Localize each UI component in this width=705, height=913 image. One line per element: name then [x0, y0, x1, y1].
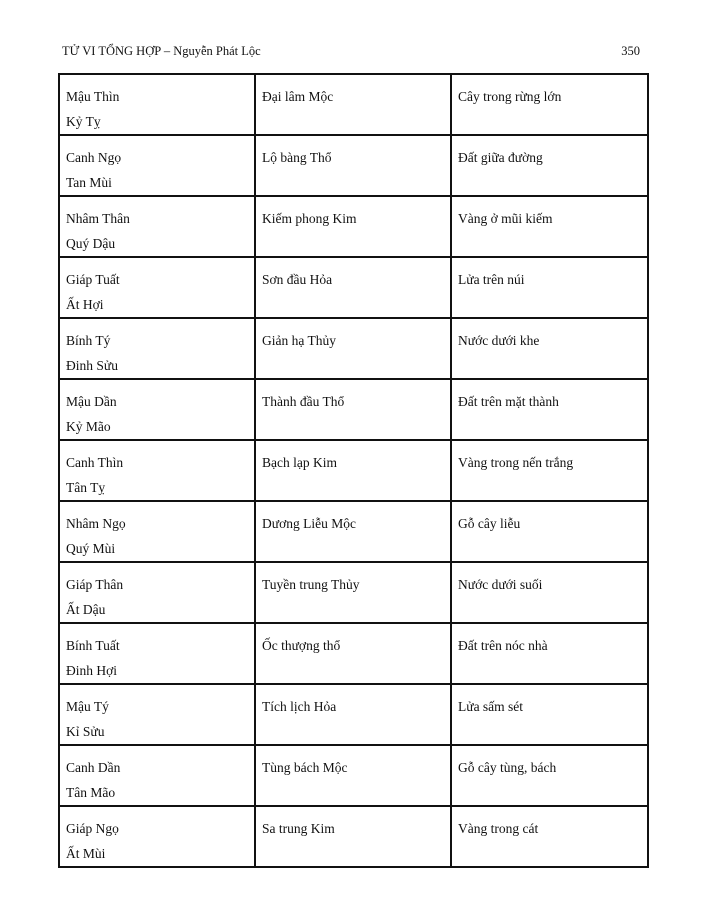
element-meaning: Lửa trên núi [458, 272, 525, 287]
table-row [59, 684, 648, 745]
element-cell [255, 684, 451, 745]
element-meaning: Lửa sấm sét [458, 699, 524, 714]
years-cell [59, 501, 255, 562]
element-meaning: Đất giữa đường [458, 150, 543, 165]
element-meaning: Nước dưới suối [458, 577, 543, 592]
element-name: Dương Liễu Mộc [262, 516, 356, 531]
year-name: Mậu Tý [66, 699, 109, 714]
element-cell [255, 745, 451, 806]
meaning-cell [451, 684, 648, 745]
element-meaning: Gỗ cây tùng, bách [458, 760, 557, 775]
table-row [59, 196, 648, 257]
year-name: Quý Dậu [66, 236, 116, 251]
page-number: 350 [621, 44, 640, 58]
year-name: Kỷ Tỵ [66, 114, 101, 129]
element-cell [255, 501, 451, 562]
years-cell [59, 379, 255, 440]
element-cell [255, 318, 451, 379]
meaning-cell [451, 806, 648, 867]
element-name: Sơn đầu Hỏa [262, 272, 333, 287]
element-name: Sa trung Kim [262, 821, 335, 836]
element-name: Giản hạ Thủy [262, 333, 336, 348]
year-name: Giáp Ngọ [66, 821, 119, 836]
year-name: Bính Tý [66, 333, 111, 348]
year-name: Kỷ Mão [66, 419, 111, 434]
years-cell [59, 257, 255, 318]
year-name: Ất Mùi [66, 846, 106, 861]
element-cell [255, 562, 451, 623]
year-name: Ất Dậu [66, 602, 106, 617]
meaning-cell [451, 440, 648, 501]
meaning-cell [451, 379, 648, 440]
year-name: Nhâm Thân [66, 211, 130, 226]
element-meaning: Đất trên mặt thành [458, 394, 559, 409]
year-name: Nhâm Ngọ [66, 516, 126, 531]
years-cell [59, 440, 255, 501]
element-meaning: Đất trên nóc nhà [458, 638, 548, 653]
years-cell [59, 135, 255, 196]
table-row [59, 318, 648, 379]
year-name: Canh Dần [66, 760, 121, 775]
meaning-cell [451, 501, 648, 562]
year-name: Tan Mùi [66, 175, 112, 190]
years-cell [59, 745, 255, 806]
year-name: Giáp Tuất [66, 272, 120, 287]
years-cell [59, 684, 255, 745]
year-name: Tân Tỵ [66, 480, 106, 495]
table-row [59, 74, 648, 135]
header-title: TỬ VI TỔNG HỢP – Nguyễn Phát Lộc [62, 44, 261, 58]
element-name: Tuyền trung Thủy [262, 577, 360, 592]
element-cell [255, 257, 451, 318]
element-meaning: Vàng trong cát [458, 821, 539, 836]
element-cell [255, 440, 451, 501]
years-cell [59, 562, 255, 623]
meaning-cell [451, 623, 648, 684]
table-row [59, 623, 648, 684]
years-cell [59, 806, 255, 867]
table-row [59, 379, 648, 440]
meaning-cell [451, 135, 648, 196]
year-name: Đinh Hợi [66, 663, 118, 678]
element-name: Kiếm phong Kim [262, 211, 357, 226]
element-cell [255, 74, 451, 135]
element-cell [255, 623, 451, 684]
table-row [59, 806, 648, 867]
year-name: Ất Hợi [66, 297, 104, 312]
element-cell [255, 135, 451, 196]
element-name: Bạch lạp Kim [262, 455, 337, 470]
table-row [59, 745, 648, 806]
element-cell [255, 196, 451, 257]
element-table [58, 73, 649, 868]
years-cell [59, 196, 255, 257]
table-body [59, 74, 648, 867]
element-cell [255, 379, 451, 440]
element-meaning: Gỗ cây liễu [458, 516, 521, 531]
element-meaning: Vàng trong nến trắng [458, 455, 574, 470]
meaning-cell [451, 318, 648, 379]
element-name: Tùng bách Mộc [262, 760, 348, 775]
element-cell [255, 806, 451, 867]
table-row [59, 135, 648, 196]
table-row [59, 257, 648, 318]
year-name: Tân Mão [66, 785, 116, 800]
year-name: Mậu Thìn [66, 89, 120, 104]
element-name: Tích lịch Hỏa [262, 699, 337, 714]
year-name: Mậu Dần [66, 394, 117, 409]
year-name: Canh Ngọ [66, 150, 122, 165]
element-name: Đại lâm Mộc [262, 89, 334, 104]
meaning-cell [451, 257, 648, 318]
table-row [59, 501, 648, 562]
element-meaning: Cây trong rừng lớn [458, 89, 562, 104]
meaning-cell [451, 196, 648, 257]
year-name: Canh Thìn [66, 455, 124, 470]
year-name: Quý Mùi [66, 541, 116, 556]
element-meaning: Nước dưới khe [458, 333, 540, 348]
element-name: Thành đầu Thổ [262, 394, 345, 409]
year-name: Đinh Sửu [66, 358, 118, 373]
element-name: Lộ bàng Thổ [262, 150, 332, 165]
meaning-cell [451, 74, 648, 135]
running-header [62, 42, 640, 60]
years-cell [59, 623, 255, 684]
year-name: Bính Tuất [66, 638, 120, 653]
table-row [59, 562, 648, 623]
element-name: Ốc thượng thổ [262, 638, 341, 653]
element-meaning: Vàng ở mũi kiếm [458, 211, 553, 226]
meaning-cell [451, 562, 648, 623]
year-name: Giáp Thân [66, 577, 124, 592]
meaning-cell [451, 745, 648, 806]
years-cell [59, 318, 255, 379]
table-row [59, 440, 648, 501]
year-name: Kỉ Sửu [66, 724, 105, 739]
years-cell [59, 74, 255, 135]
